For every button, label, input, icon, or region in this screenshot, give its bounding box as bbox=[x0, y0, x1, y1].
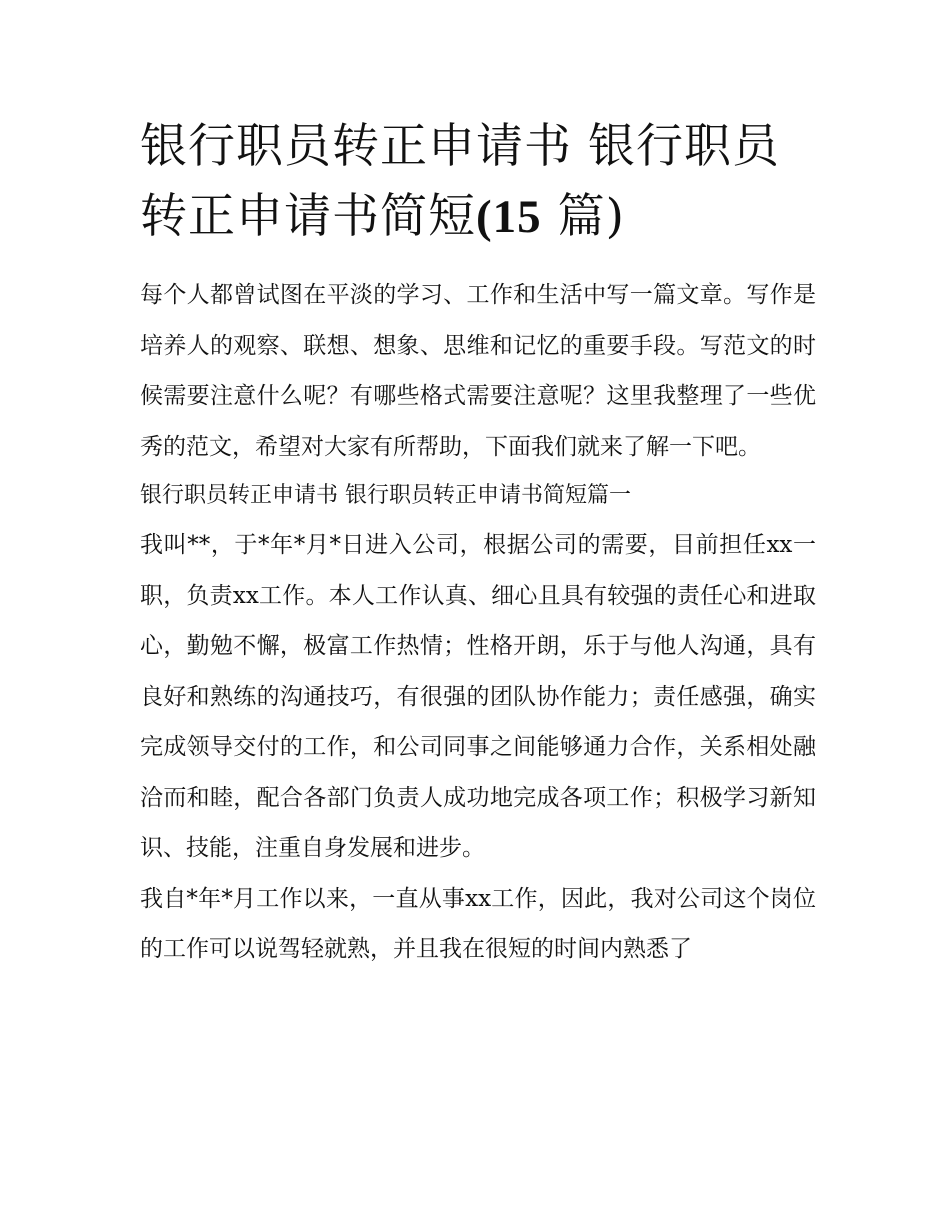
section-heading: 银行职员转正申请书 银行职员转正申请书简短篇一 bbox=[140, 483, 631, 508]
document-page bbox=[140, 112, 816, 975]
document-title bbox=[140, 112, 816, 252]
body-paragraph-1: 我叫**，于*年*月*日进入公司，根据公司的需要，目前担任xx一职，负责xx工作。本人工作认真、细心且具有较强的责任心和进取心，勤勉不懈，极富工作热情；性格开朗，乐于与他人沟通，具有良好和熟练的沟通技巧，有很强的团队协作能力；责任感强，确实完成领导交付的工作，和公司同事之间能够通力合作，关系相处融洽而和睦，配合各部门负责人成功地完成各项工作；积极学习新知识、技能，注重自身发展和进步。 bbox=[140, 532, 816, 861]
title-count: (15 bbox=[476, 191, 542, 243]
intro-paragraph: 每个人都曾试图在平淡的学习、工作和生活中写一篇文章。写作是培养人的观察、联想、想象、思维和记忆的重要手段。写范文的时候需要注意什么呢？有哪些格式需要注意呢？这里我整理了一些优秀的范文，希望对大家有所帮助，下面我们就来了解一下吧。 bbox=[140, 282, 816, 460]
title-suffix: 篇) bbox=[557, 189, 625, 244]
title-text: 银行职员转正申请书 银行职员转正申请书简短 bbox=[140, 119, 780, 244]
body-paragraph-2: 我自*年*月工作以来，一直从事xx工作，因此，我对公司这个岗位的工作可以说驾轻就熟，并且我在很短的时间内熟悉了 bbox=[140, 885, 816, 962]
